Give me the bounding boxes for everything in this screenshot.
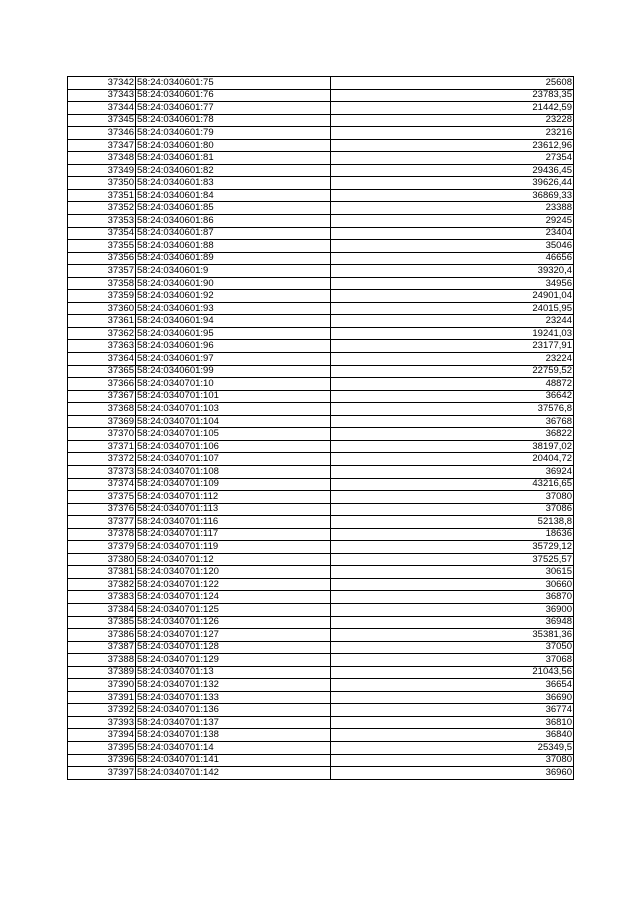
value-cell: 38197,02 (331, 440, 574, 453)
cadastral-number-cell: 58:24:0340701:116 (136, 516, 331, 529)
table-row (68, 415, 574, 428)
row-number-cell: 37352 (68, 202, 136, 215)
value-cell: 36642 (331, 390, 574, 403)
value-cell: 24901,04 (331, 290, 574, 303)
value-cell: 23612,96 (331, 139, 574, 152)
cadastral-number-cell: 58:24:0340701:120 (136, 566, 331, 579)
table-row (68, 428, 574, 441)
table-row (68, 478, 574, 491)
table-row (68, 302, 574, 315)
row-number-cell: 37376 (68, 503, 136, 516)
row-number-cell: 37389 (68, 666, 136, 679)
cadastral-number-cell: 58:24:0340601:95 (136, 327, 331, 340)
cadastral-number-cell: 58:24:0340601:84 (136, 189, 331, 202)
table-row (68, 716, 574, 729)
value-cell: 23216 (331, 127, 574, 140)
row-number-cell: 37361 (68, 315, 136, 328)
value-cell: 36924 (331, 465, 574, 478)
cadastral-number-cell: 58:24:0340601:94 (136, 315, 331, 328)
value-cell: 34956 (331, 277, 574, 290)
cadastral-number-cell: 58:24:0340701:112 (136, 491, 331, 504)
row-number-cell: 37343 (68, 89, 136, 102)
cadastral-number-cell: 58:24:0340701:109 (136, 478, 331, 491)
table-row (68, 365, 574, 378)
table-row (68, 491, 574, 504)
value-cell: 37080 (331, 491, 574, 504)
cadastral-number-cell: 58:24:0340701:10 (136, 378, 331, 391)
table-row (68, 340, 574, 353)
cadastral-number-cell: 58:24:0340701:126 (136, 616, 331, 629)
value-cell: 43216,65 (331, 478, 574, 491)
cadastral-number-cell: 58:24:0340701:133 (136, 691, 331, 704)
cadastral-number-cell: 58:24:0340701:106 (136, 440, 331, 453)
value-cell: 39320,4 (331, 265, 574, 278)
row-number-cell: 37384 (68, 603, 136, 616)
row-number-cell: 37368 (68, 403, 136, 416)
table-row (68, 77, 574, 90)
value-cell: 35729,12 (331, 541, 574, 554)
table-body (68, 77, 574, 780)
row-number-cell: 37348 (68, 152, 136, 165)
value-cell: 36870 (331, 591, 574, 604)
row-number-cell: 37342 (68, 77, 136, 90)
table-row (68, 252, 574, 265)
value-cell: 23388 (331, 202, 574, 215)
row-number-cell: 37344 (68, 102, 136, 115)
cadastral-number-cell: 58:24:0340701:13 (136, 666, 331, 679)
value-cell: 36768 (331, 415, 574, 428)
cadastral-number-cell: 58:24:0340701:127 (136, 629, 331, 642)
row-number-cell: 37345 (68, 114, 136, 127)
value-cell: 25608 (331, 77, 574, 90)
row-number-cell: 37363 (68, 340, 136, 353)
value-cell: 36774 (331, 704, 574, 717)
row-number-cell: 37377 (68, 516, 136, 529)
cadastral-number-cell: 58:24:0340701:103 (136, 403, 331, 416)
table-row (68, 315, 574, 328)
table-row (68, 127, 574, 140)
cadastral-number-cell: 58:24:0340601:88 (136, 240, 331, 253)
row-number-cell: 37378 (68, 528, 136, 541)
value-cell: 29245 (331, 215, 574, 228)
table-row (68, 390, 574, 403)
value-cell: 35046 (331, 240, 574, 253)
table-row (68, 591, 574, 604)
value-cell: 29436,45 (331, 164, 574, 177)
value-cell: 20404,72 (331, 453, 574, 466)
cadastral-number-cell: 58:24:0340601:87 (136, 227, 331, 240)
table-row (68, 290, 574, 303)
table-row (68, 767, 574, 780)
cadastral-number-cell: 58:24:0340701:104 (136, 415, 331, 428)
cadastral-number-cell: 58:24:0340601:93 (136, 302, 331, 315)
row-number-cell: 37349 (68, 164, 136, 177)
table-row (68, 240, 574, 253)
cadastral-number-cell: 58:24:0340601:75 (136, 77, 331, 90)
cadastral-number-cell: 58:24:0340701:14 (136, 741, 331, 754)
value-cell: 23404 (331, 227, 574, 240)
table-row (68, 704, 574, 717)
value-cell: 27354 (331, 152, 574, 165)
table-row (68, 578, 574, 591)
cadastral-number-cell: 58:24:0340601:80 (136, 139, 331, 152)
row-number-cell: 37364 (68, 353, 136, 366)
cadastral-number-cell: 58:24:0340701:124 (136, 591, 331, 604)
table-row (68, 541, 574, 554)
cadastral-number-cell: 58:24:0340601:99 (136, 365, 331, 378)
table-row (68, 164, 574, 177)
cadastral-number-cell: 58:24:0340601:90 (136, 277, 331, 290)
value-cell: 37086 (331, 503, 574, 516)
cadastral-number-cell: 58:24:0340701:12 (136, 553, 331, 566)
row-number-cell: 37356 (68, 252, 136, 265)
cadastral-number-cell: 58:24:0340601:78 (136, 114, 331, 127)
row-number-cell: 37391 (68, 691, 136, 704)
value-cell: 23177,91 (331, 340, 574, 353)
row-number-cell: 37390 (68, 679, 136, 692)
cadastral-number-cell: 58:24:0340701:119 (136, 541, 331, 554)
table-row (68, 741, 574, 754)
table-row (68, 378, 574, 391)
cadastral-number-cell: 58:24:0340701:108 (136, 465, 331, 478)
cadastral-number-cell: 58:24:0340601:89 (136, 252, 331, 265)
table-row (68, 616, 574, 629)
table-row (68, 465, 574, 478)
value-cell: 19241,03 (331, 327, 574, 340)
table-row (68, 89, 574, 102)
table-row (68, 265, 574, 278)
table-row (68, 139, 574, 152)
cadastral-number-cell: 58:24:0340601:81 (136, 152, 331, 165)
table-row (68, 691, 574, 704)
value-cell: 36900 (331, 603, 574, 616)
value-cell: 37050 (331, 641, 574, 654)
cadastral-number-cell: 58:24:0340601:97 (136, 353, 331, 366)
cadastral-number-cell: 58:24:0340601:86 (136, 215, 331, 228)
value-cell: 36960 (331, 767, 574, 780)
row-number-cell: 37397 (68, 767, 136, 780)
table-row (68, 666, 574, 679)
data-table (67, 76, 574, 780)
value-cell: 23244 (331, 315, 574, 328)
table-row (68, 453, 574, 466)
cadastral-number-cell: 58:24:0340701:101 (136, 390, 331, 403)
table-row (68, 754, 574, 767)
cadastral-number-cell: 58:24:0340701:128 (136, 641, 331, 654)
value-cell: 36690 (331, 691, 574, 704)
table-row (68, 503, 574, 516)
table-row (68, 353, 574, 366)
value-cell: 22759,52 (331, 365, 574, 378)
cadastral-number-cell: 58:24:0340701:105 (136, 428, 331, 441)
value-cell: 36810 (331, 716, 574, 729)
value-cell: 36654 (331, 679, 574, 692)
row-number-cell: 37357 (68, 265, 136, 278)
table-row (68, 403, 574, 416)
value-cell: 21442,59 (331, 102, 574, 115)
row-number-cell: 37367 (68, 390, 136, 403)
value-cell: 18636 (331, 528, 574, 541)
row-number-cell: 37350 (68, 177, 136, 190)
value-cell: 46656 (331, 252, 574, 265)
row-number-cell: 37388 (68, 654, 136, 667)
row-number-cell: 37382 (68, 578, 136, 591)
row-number-cell: 37366 (68, 378, 136, 391)
cadastral-number-cell: 58:24:0340601:92 (136, 290, 331, 303)
value-cell: 30615 (331, 566, 574, 579)
value-cell: 37080 (331, 754, 574, 767)
table-row (68, 729, 574, 742)
value-cell: 39626,44 (331, 177, 574, 190)
row-number-cell: 37362 (68, 327, 136, 340)
cadastral-number-cell: 58:24:0340701:137 (136, 716, 331, 729)
row-number-cell: 37365 (68, 365, 136, 378)
cadastral-number-cell: 58:24:0340701:142 (136, 767, 331, 780)
value-cell: 25349,5 (331, 741, 574, 754)
table-row (68, 152, 574, 165)
cadastral-number-cell: 58:24:0340701:136 (136, 704, 331, 717)
row-number-cell: 37380 (68, 553, 136, 566)
table-row (68, 202, 574, 215)
cadastral-number-cell: 58:24:0340601:76 (136, 89, 331, 102)
value-cell: 52138,8 (331, 516, 574, 529)
table-row (68, 641, 574, 654)
row-number-cell: 37346 (68, 127, 136, 140)
cadastral-number-cell: 58:24:0340701:132 (136, 679, 331, 692)
cadastral-number-cell: 58:24:0340601:79 (136, 127, 331, 140)
value-cell: 37068 (331, 654, 574, 667)
cadastral-number-cell: 58:24:0340701:122 (136, 578, 331, 591)
row-number-cell: 37386 (68, 629, 136, 642)
cadastral-number-cell: 58:24:0340601:96 (136, 340, 331, 353)
table-row (68, 553, 574, 566)
value-cell: 35381,36 (331, 629, 574, 642)
table-row (68, 327, 574, 340)
cadastral-number-cell: 58:24:0340701:113 (136, 503, 331, 516)
value-cell: 36840 (331, 729, 574, 742)
table-row (68, 277, 574, 290)
table-row (68, 654, 574, 667)
row-number-cell: 37392 (68, 704, 136, 717)
cadastral-number-cell: 58:24:0340601:85 (136, 202, 331, 215)
row-number-cell: 37381 (68, 566, 136, 579)
row-number-cell: 37374 (68, 478, 136, 491)
value-cell: 48872 (331, 378, 574, 391)
row-number-cell: 37375 (68, 491, 136, 504)
cadastral-number-cell: 58:24:0340601:83 (136, 177, 331, 190)
table-row (68, 215, 574, 228)
value-cell: 30660 (331, 578, 574, 591)
value-cell: 23228 (331, 114, 574, 127)
row-number-cell: 37383 (68, 591, 136, 604)
cadastral-number-cell: 58:24:0340701:125 (136, 603, 331, 616)
table-row (68, 440, 574, 453)
row-number-cell: 37393 (68, 716, 136, 729)
row-number-cell: 37394 (68, 729, 136, 742)
table-row (68, 114, 574, 127)
value-cell: 24015,95 (331, 302, 574, 315)
cadastral-number-cell: 58:24:0340601:82 (136, 164, 331, 177)
table-row (68, 227, 574, 240)
value-cell: 37525,57 (331, 553, 574, 566)
row-number-cell: 37353 (68, 215, 136, 228)
cadastral-number-cell: 58:24:0340701:141 (136, 754, 331, 767)
row-number-cell: 37355 (68, 240, 136, 253)
row-number-cell: 37395 (68, 741, 136, 754)
row-number-cell: 37360 (68, 302, 136, 315)
row-number-cell: 37358 (68, 277, 136, 290)
table-row (68, 189, 574, 202)
row-number-cell: 37396 (68, 754, 136, 767)
cadastral-number-cell: 58:24:0340701:129 (136, 654, 331, 667)
table-row (68, 679, 574, 692)
value-cell: 21043,56 (331, 666, 574, 679)
table-row (68, 528, 574, 541)
row-number-cell: 37351 (68, 189, 136, 202)
value-cell: 23224 (331, 353, 574, 366)
table-row (68, 102, 574, 115)
table-row (68, 603, 574, 616)
row-number-cell: 37347 (68, 139, 136, 152)
value-cell: 36822 (331, 428, 574, 441)
cadastral-number-cell: 58:24:0340701:107 (136, 453, 331, 466)
row-number-cell: 37379 (68, 541, 136, 554)
table-row (68, 629, 574, 642)
value-cell: 37576,8 (331, 403, 574, 416)
row-number-cell: 37370 (68, 428, 136, 441)
table-row (68, 566, 574, 579)
row-number-cell: 37369 (68, 415, 136, 428)
row-number-cell: 37385 (68, 616, 136, 629)
table-row (68, 516, 574, 529)
value-cell: 23783,35 (331, 89, 574, 102)
row-number-cell: 37373 (68, 465, 136, 478)
row-number-cell: 37372 (68, 453, 136, 466)
cadastral-number-cell: 58:24:0340701:117 (136, 528, 331, 541)
value-cell: 36869,33 (331, 189, 574, 202)
row-number-cell: 37371 (68, 440, 136, 453)
row-number-cell: 37354 (68, 227, 136, 240)
row-number-cell: 37359 (68, 290, 136, 303)
table-row (68, 177, 574, 190)
cadastral-number-cell: 58:24:0340601:9 (136, 265, 331, 278)
value-cell: 36948 (331, 616, 574, 629)
row-number-cell: 37387 (68, 641, 136, 654)
cadastral-number-cell: 58:24:0340701:138 (136, 729, 331, 742)
cadastral-number-cell: 58:24:0340601:77 (136, 102, 331, 115)
